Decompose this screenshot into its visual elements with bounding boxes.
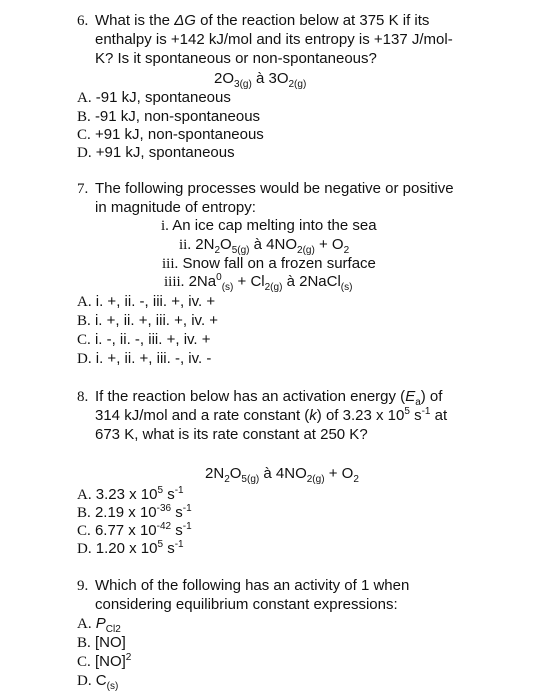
option-d: D. $C_{(s)}$: [77, 672, 119, 692]
question-stem-line-2: 314 kJ/mol and a rate constant (k) of 3.23 x $10^5$ $s^{-1}$ at: [95, 406, 448, 424]
option-c: C. i. -, ii. -, iii. +, iv. +: [77, 331, 211, 348]
process-ii: ii. $2N_2O_{5(g)}$ à $4NO_{2(g)} + O_2$: [179, 236, 350, 256]
question-number: 7.: [77, 181, 89, 197]
question-number: 6.: [77, 13, 89, 29]
question-stem: What is the ΔG of the reaction below at 375 K if its: [95, 12, 430, 29]
option-d: D. 1.20 x $10^5$ $s^{-1}$: [77, 539, 184, 557]
question-number: 9.: [77, 578, 89, 594]
option-b: B. -91 kJ, non-spontaneous: [77, 108, 261, 125]
question-stem: If the reaction below has an activation energy $(E_a)$ of: [95, 388, 443, 408]
process-iiii: iiii. $2Na^0_{(s)} + Cl_{2(g)}$ à 2NaCl$_{(s)}$: [164, 272, 353, 293]
question-stem: The following processes would be negative or positive: [95, 180, 454, 197]
option-d: D. +91 kJ, spontaneous: [77, 144, 235, 161]
option-c: C. 6.77 x $10^{-42}$ $s^{-1}$: [77, 521, 192, 539]
option-a: A. $P_{Cl2}$: [77, 615, 121, 635]
question-stem-line-3: 673 K, what is its rate constant at 250 K?: [95, 426, 368, 443]
option-c: C. [NO]$^2$: [77, 652, 132, 670]
reaction-equation: $2N_2O_{5(g)}$ à $4NO_{2(g)} + O_2$: [205, 465, 359, 485]
option-a: A. i. +, ii. -, iii. +, iv. +: [77, 293, 216, 310]
option-b: B. i. +, ii. +, iii. +, iv. +: [77, 312, 219, 329]
question-stem-line-2: in magnitude of entropy:: [95, 199, 256, 216]
question-number: 8.: [77, 389, 89, 405]
question-stem-line-2: considering equilibrium constant expressions:: [95, 596, 398, 613]
question-stem-line-3: K? Is it spontaneous or non-spontaneous?: [95, 50, 377, 67]
option-d: D. i. +, ii. +, iii. -, iv. -: [77, 350, 212, 367]
option-b: B. 2.19 x $10^{-36}$ $s^{-1}$: [77, 503, 192, 521]
option-b: B. [NO]: [77, 634, 126, 651]
option-c: C. +91 kJ, non-spontaneous: [77, 126, 264, 143]
question-stem: Which of the following has an activity of 1 when: [95, 577, 410, 594]
process-iii: iii. Snow fall on a frozen surface: [162, 255, 376, 272]
option-a: A. -91 kJ, spontaneous: [77, 89, 231, 106]
option-a: A. 3.23 x $10^5$ $s^{-1}$: [77, 485, 184, 503]
process-i: i. An ice cap melting into the sea: [161, 217, 377, 234]
question-stem-line-2: enthalpy is +142 kJ/mol and its entropy is +137 J/mol-: [95, 31, 453, 48]
reaction-equation: $2O_{3(g)}$ à $3O_{2(g)}$: [214, 70, 307, 90]
